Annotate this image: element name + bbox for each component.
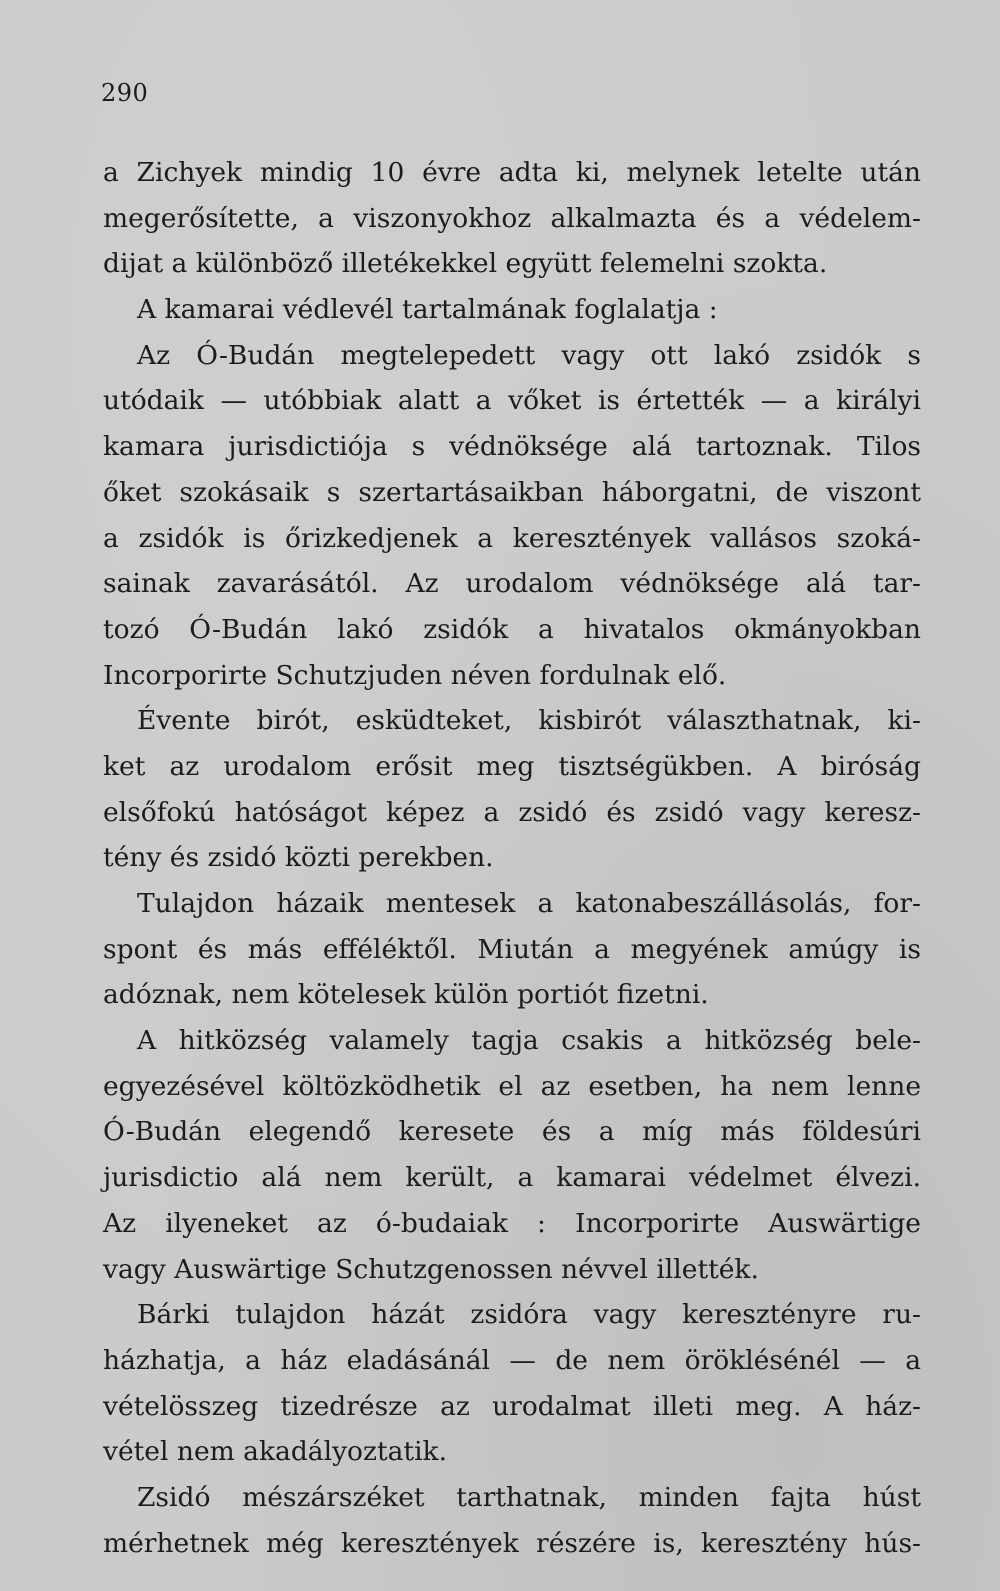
text-line: tozó Ó-Budán lakó zsidók a hivatalos okmányokban bbox=[103, 613, 921, 645]
page-number: 290 bbox=[101, 79, 149, 107]
text-line: vagy Auswärtige Schutzgenossen névvel illették. bbox=[103, 1253, 759, 1285]
text-line: A kamarai védlevél tartalmának foglalatja : bbox=[137, 294, 718, 326]
text-line: a zsidók is őrizkedjenek a keresztények vallásos szoká- bbox=[103, 522, 921, 554]
text-line: spont és más efféléktől. Miután a megyének amúgy is bbox=[103, 933, 921, 965]
text-line: ket az urodalom erősit meg tisztségükben. A biróság bbox=[103, 750, 921, 782]
text-line: őket szokásaik s szertartásaikban háborgatni, de viszont bbox=[103, 476, 921, 508]
text-line: mérhetnek még keresztények részére is, keresztény hús- bbox=[103, 1527, 921, 1559]
text-line: vételösszeg tizedrésze az urodalmat illeti meg. A ház- bbox=[103, 1390, 921, 1422]
text-line: adóznak, nem kötelesek külön portiót fizetni. bbox=[103, 979, 709, 1011]
text-line: házhatja, a ház eladásánál — de nem öröklésénél — a bbox=[103, 1344, 921, 1376]
text-line: Bárki tulajdon házát zsidóra vagy keresztényre ru- bbox=[137, 1299, 921, 1331]
text-line: egyezésével költözködhetik el az esetben, ha nem lenne bbox=[103, 1070, 921, 1102]
text-line: A hitközség valamely tagja csakis a hitközség bele- bbox=[137, 1025, 921, 1057]
text-line: Az Ó-Budán megtelepedett vagy ott lakó zsidók s bbox=[137, 339, 921, 371]
text-line: tény és zsidó közti perekben. bbox=[103, 842, 494, 874]
text-line: Az ilyeneket az ó-budaiak : Incorporirte Auswärtige bbox=[103, 1207, 921, 1239]
text-line: elsőfokú hatóságot képez a zsidó és zsidó vagy keresz- bbox=[103, 796, 921, 828]
text-line: kamara jurisdictiója s védnöksége alá tartoznak. Tilos bbox=[103, 431, 921, 463]
text-line: utódaik — utóbbiak alatt a vőket is értették — a királyi bbox=[103, 385, 921, 417]
text-line: Ó-Budán elegendő keresete és a míg más földesúri bbox=[103, 1116, 921, 1148]
text-line: a Zichyek mindig 10 évre adta ki, melynek letelte után bbox=[103, 157, 921, 188]
text-line: Tulajdon házaik mentesek a katonabeszállásolás, for- bbox=[137, 888, 921, 919]
text-line: Évente birót, esküdteket, kisbirót választhatnak, ki- bbox=[137, 705, 921, 737]
text-line: jurisdictio alá nem került, a kamarai védelmet élvezi. bbox=[103, 1162, 921, 1194]
text-line: dijat a különböző illetékekkel együtt felemelni szokta. bbox=[103, 248, 828, 280]
body-text bbox=[103, 150, 921, 1566]
text-line: vétel nem akadályoztatik. bbox=[103, 1436, 448, 1468]
text-line: megerősítette, a viszonyokhoz alkalmazta és a védelem- bbox=[103, 202, 921, 234]
text-line: Incorporirte Schutzjuden néven fordulnak elő. bbox=[103, 659, 727, 691]
text-line: sainak zavarásától. Az urodalom védnöksége alá tar- bbox=[103, 568, 921, 600]
text-line: Zsidó mészárszéket tarthatnak, minden fajta húst bbox=[137, 1481, 921, 1513]
